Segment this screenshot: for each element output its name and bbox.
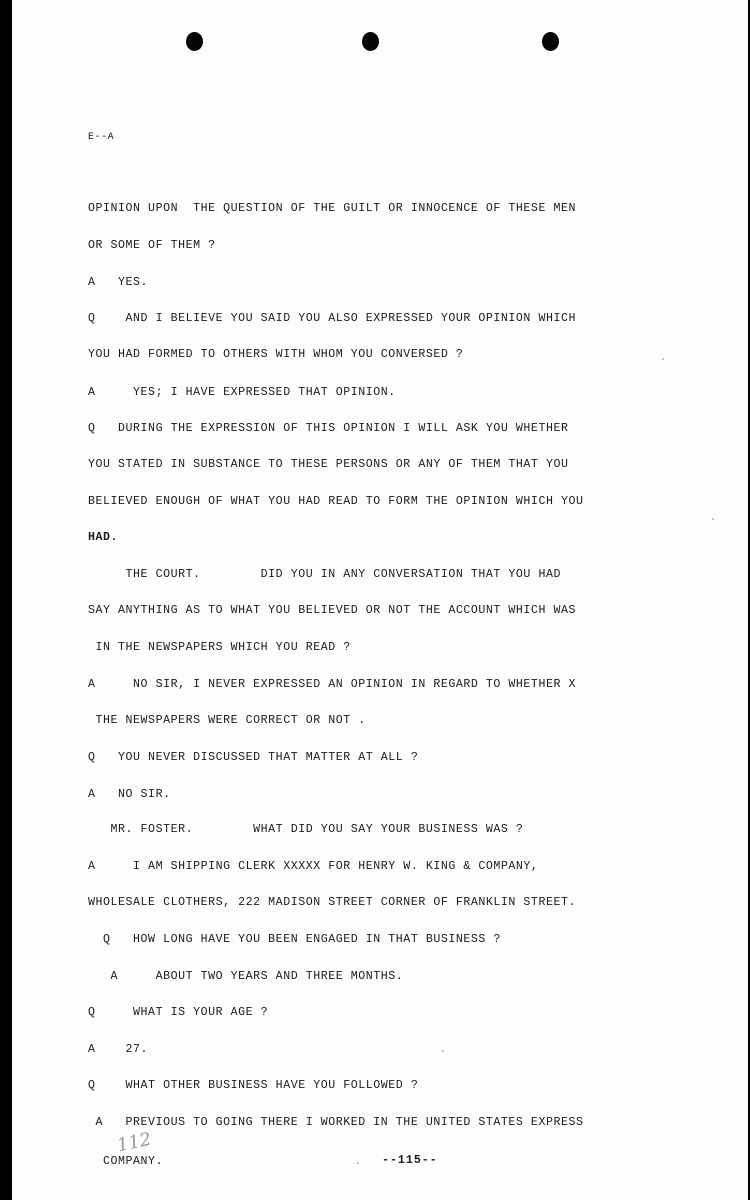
transcript-line: BELIEVED ENOUGH OF WHAT YOU HAD READ TO FORM THE OPINION WHICH YOU <box>88 495 584 508</box>
transcript-line: Q WHAT OTHER BUSINESS HAVE YOU FOLLOWED ? <box>88 1079 419 1092</box>
transcript-line: Q HOW LONG HAVE YOU BEEN ENGAGED IN THAT BUSINESS ? <box>88 933 501 946</box>
transcript-line: A YES. <box>88 276 149 289</box>
transcript-line: THE NEWSPAPERS WERE CORRECT OR NOT . <box>88 714 366 727</box>
transcript-line: A I AM SHIPPING CLERK XXXXX FOR HENRY W. KING & COMPANY, <box>88 860 539 873</box>
transcript-line: IN THE NEWSPAPERS WHICH YOU READ ? <box>88 641 351 654</box>
transcript-line: YOU STATED IN SUBSTANCE TO THESE PERSONS OR ANY OF THEM THAT YOU <box>88 458 569 471</box>
transcript-line: A YES; I HAVE EXPRESSED THAT OPINION. <box>88 386 396 399</box>
page-number: --115-- <box>382 1154 438 1167</box>
transcript-line: MR. FOSTER. WHAT DID YOU SAY YOUR BUSINESS WAS ? <box>88 823 524 836</box>
binder-hole-right <box>542 32 559 51</box>
document-page <box>12 0 748 1200</box>
handwritten-margin-note: 112 <box>115 1128 154 1157</box>
paper-speck <box>712 518 714 520</box>
binder-hole-left <box>186 32 203 51</box>
page-code: E--A <box>88 132 115 143</box>
transcript-line: Q YOU NEVER DISCUSSED THAT MATTER AT ALL ? <box>88 751 419 764</box>
transcript-line: A NO SIR, I NEVER EXPRESSED AN OPINION IN REGARD TO WHETHER X <box>88 678 576 691</box>
paper-speck <box>662 358 664 360</box>
transcript-line: OR SOME OF THEM ? <box>88 239 216 252</box>
transcript-line: A PREVIOUS TO GOING THERE I WORKED IN THE UNITED STATES EXPRESS <box>88 1116 584 1129</box>
transcript-line: YOU HAD FORMED TO OTHERS WITH WHOM YOU CONVERSED ? <box>88 348 464 361</box>
paper-speck <box>357 1162 359 1164</box>
transcript-line: Q DURING THE EXPRESSION OF THIS OPINION I WILL ASK YOU WHETHER <box>88 422 569 435</box>
transcript-line: A 27. <box>88 1043 149 1056</box>
transcript-line: A ABOUT TWO YEARS AND THREE MONTHS. <box>88 970 404 983</box>
transcript-line: Q AND I BELIEVE YOU SAID YOU ALSO EXPRESSED YOUR OPINION WHICH <box>88 312 576 325</box>
binder-hole-center <box>362 32 379 51</box>
transcript-line: OPINION UPON THE QUESTION OF THE GUILT OR INNOCENCE OF THESE MEN <box>88 202 576 215</box>
transcript-line: THE COURT. DID YOU IN ANY CONVERSATION THAT YOU HAD <box>88 568 561 581</box>
transcript-line: SAY ANYTHING AS TO WHAT YOU BELIEVED OR NOT THE ACCOUNT WHICH WAS <box>88 604 576 617</box>
transcript-line: COMPANY. <box>88 1155 164 1168</box>
transcript-line: HAD. <box>88 531 119 544</box>
transcript-line: A NO SIR. <box>88 788 171 801</box>
paper-speck <box>442 1050 444 1052</box>
transcript-line: Q WHAT IS YOUR AGE ? <box>88 1006 269 1019</box>
transcript-line: WHOLESALE CLOTHERS, 222 MADISON STREET CORNER OF FRANKLIN STREET. <box>88 896 576 909</box>
